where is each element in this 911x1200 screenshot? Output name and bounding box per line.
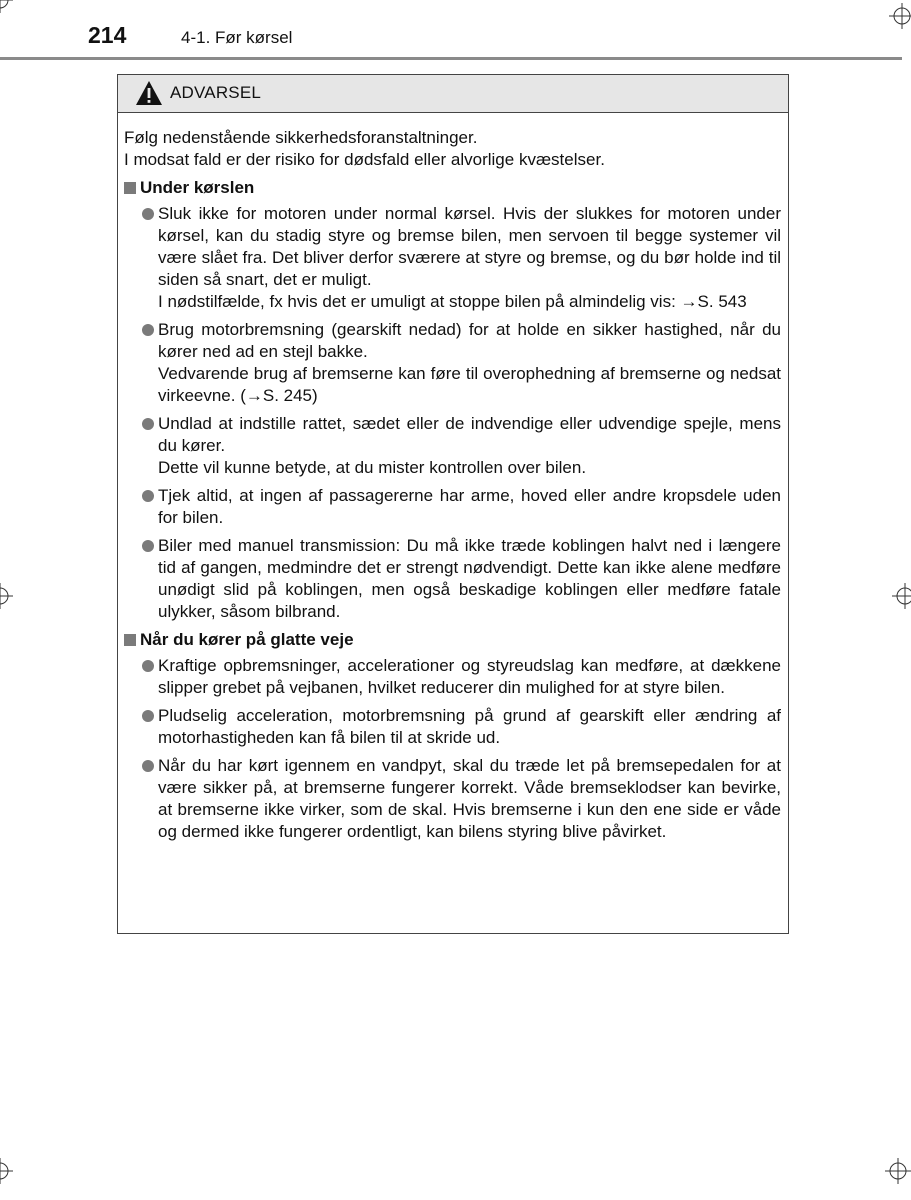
warning-box	[117, 74, 789, 934]
section-heading-text: Når du kører på glatte veje	[140, 630, 354, 649]
list-item	[124, 705, 781, 749]
warning-intro	[124, 127, 781, 171]
intro-line: Følg nedenstående sikkerhedsforanstaltninger.	[124, 128, 478, 147]
list-item	[124, 319, 781, 407]
list-item-text: Pludselig acceleration, motorbremsning på grund af gearskift eller ændring af motorhastigheden kan få bilen til at skride ud.	[158, 706, 781, 747]
registration-mark-icon	[0, 1158, 13, 1184]
header-rule	[0, 57, 902, 60]
circle-bullet-icon	[142, 540, 154, 552]
circle-bullet-icon	[142, 324, 154, 336]
list-item	[124, 203, 781, 313]
warning-triangle-icon	[135, 80, 163, 106]
circle-bullet-icon	[142, 660, 154, 672]
list-item-text: Tjek altid, at ingen af passagererne har arme, hoved eller andre kropsdele uden for bilen.	[158, 486, 781, 527]
list-item-text: Dette vil kunne betyde, at du mister kontrollen over bilen.	[158, 458, 587, 477]
circle-bullet-icon	[142, 710, 154, 722]
registration-mark-icon	[892, 583, 911, 609]
section-heading	[124, 629, 781, 651]
warning-body	[118, 113, 788, 843]
list-item-text: Undlad at indstille rattet, sædet eller de indvendige eller udvendige spejle, mens du kører.	[158, 414, 781, 455]
page-number: 214	[88, 22, 127, 48]
registration-mark-icon	[0, 0, 13, 13]
intro-line: I modsat fald er der risiko for dødsfald eller alvorlige kvæstelser.	[124, 150, 605, 169]
list-item-text: Sluk ikke for motoren under normal kørsel. Hvis der slukkes for motoren under kørsel, kan du stadig styre og bremse bilen, men servoen til begge systemer vil være slået fra. Det bliver derfor sværere at styre og bremse, og du bør holde ind til siden så snart, det er muligt.	[158, 204, 781, 289]
list-item	[124, 655, 781, 699]
list-item-text: Vedvarende brug af bremserne kan føre til overophedning af bremserne og nedsat virkeevne. (→S. 245)	[158, 364, 781, 405]
list-item	[124, 485, 781, 529]
list-item-text: Kraftige opbremsninger, accelerationer og styreudslag kan medføre, at dækkene slipper grebet på vejbanen, hvilket reducerer din mulighed for at styre bilen.	[158, 656, 781, 697]
circle-bullet-icon	[142, 760, 154, 772]
list-item	[124, 755, 781, 843]
circle-bullet-icon	[142, 418, 154, 430]
registration-mark-icon	[0, 583, 13, 609]
circle-bullet-icon	[142, 490, 154, 502]
list-item-text: Biler med manuel transmission: Du må ikke træde koblingen halvt ned i længere tid af gangen, medmindre det er strengt nødvendigt. Dette kan ikke alene medføre unødigt slid på koblingen, men også beskadige koblingen eller medføre fatale ulykker, såsom bilbrand.	[158, 536, 781, 621]
page-header	[0, 20, 911, 60]
registration-mark-icon	[885, 1158, 911, 1184]
list-item-text: Når du har kørt igennem en vandpyt, skal du træde let på bremsepedalen for at være sikker på, at bremserne fungerer korrekt. Våde bremseklodser kan bevirke, at bremserne ikke virker, som de skal. Hvis bremserne i kun den ene side er våde og dermed ikke fungerer ordentligt, kan bilens styring blive påvirket.	[158, 756, 781, 841]
list-item	[124, 413, 781, 479]
list-item-text: Brug motorbremsning (gearskift nedad) for at holde en sikker hastighed, når du kører ned ad en stejl bakke.	[158, 320, 781, 361]
list-item-text: I nødstilfælde, fx hvis det er umuligt at stoppe bilen på almindelig vis: →S. 543	[158, 292, 747, 311]
section-heading	[124, 177, 781, 199]
square-bullet-icon	[124, 182, 136, 194]
warning-title: ADVARSEL	[170, 83, 262, 102]
section-title: 4-1. Før kørsel	[181, 28, 293, 47]
list-item	[124, 535, 781, 623]
section-heading-text: Under kørslen	[140, 178, 255, 197]
circle-bullet-icon	[142, 208, 154, 220]
square-bullet-icon	[124, 634, 136, 646]
warning-header	[118, 75, 788, 113]
